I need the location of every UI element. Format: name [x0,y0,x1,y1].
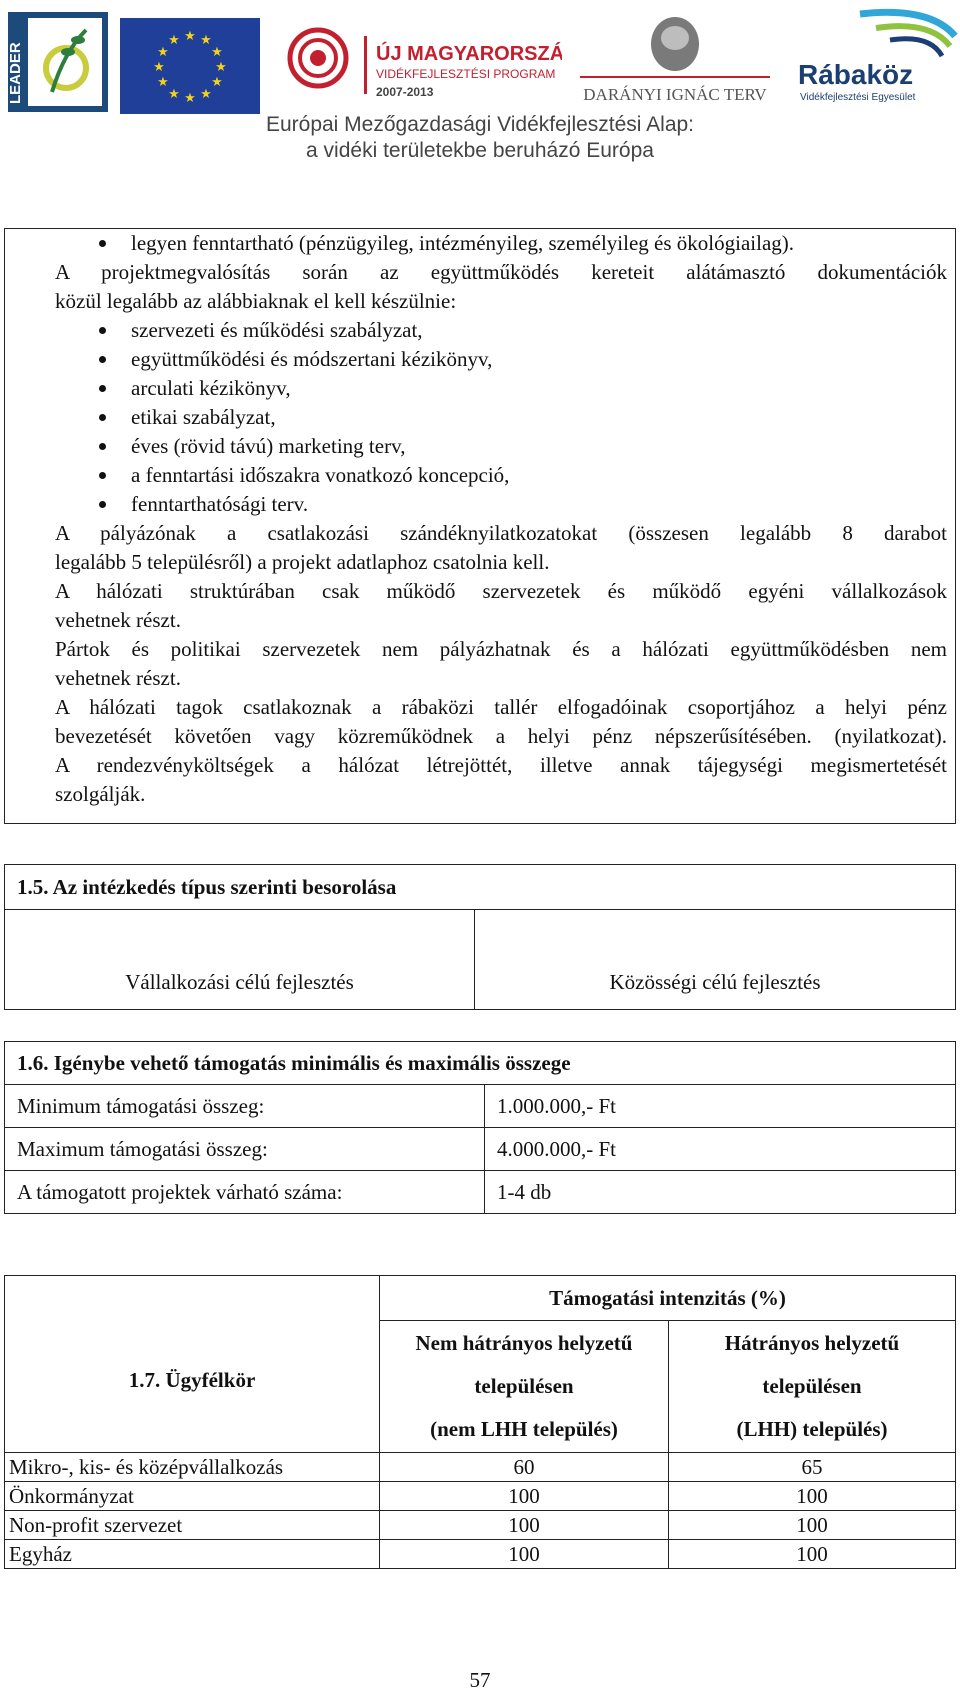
daranyi-ignac-terv-logo [580,14,770,104]
eu-flag [120,18,260,114]
rabakoz-name: Rábaköz [798,59,914,90]
svg-text:★: ★ [215,60,227,75]
eafrd-line1: Európai Mezőgazdasági Vidékfejlesztési Alap: [265,113,695,136]
umvp-line2: VIDÉKFEJLESZTÉSI PROGRAM [376,67,556,81]
text-box [4,228,956,824]
table-row [5,1540,956,1569]
umvp-years: 2007-2013 [376,85,434,99]
paragraph-parties: Pártok és politikai szervezetek nem pályázhatnak és a hálózati együttműködésben nem vehetnek részt. [55,637,947,690]
intensity-nonlhh: 100 [380,1482,669,1511]
section-title-1-6: 1.6. Igénybe vehető támogatás minimális és maximális összege [5,1042,956,1085]
svg-text:★: ★ [184,29,196,44]
rabakoz-sub: Vidékfejlesztési Egyesület [800,92,916,103]
intensity-lhh: 65 [669,1453,956,1482]
svg-text:★: ★ [200,33,212,48]
intensity-header: Támogatási intenzitás (%) [380,1276,956,1321]
paragraph-network-structure: A hálózati struktúrában csak működő szervezetek és működő egyéni vállalkozások vehetnek részt. [55,579,947,632]
intensity-lhh: 100 [669,1482,956,1511]
doc-list-item: éves (rövid távú) marketing terv, [131,432,405,461]
client-name: Mikro-, kis- és középvállalkozás [5,1453,380,1482]
row-label: Minimum támogatási összeg: [5,1085,485,1128]
client-name: Önkormányzat [5,1482,380,1511]
row-value: 1.000.000,- Ft [485,1085,956,1128]
section-title-1-5: 1.5. Az intézkedés típus szerinti besorolása [5,865,956,910]
table-row [5,1171,956,1214]
doc-list-item: fenntarthatósági terv. [131,490,308,519]
intensity-lhh: 100 [669,1540,956,1569]
client-name: Non-profit szervezet [5,1511,380,1540]
bullet-sustainability: legyen fenntartható (pénzügyileg, intézményileg, személyileg és ökológiailag). [131,229,794,258]
svg-text:★: ★ [168,33,180,48]
darany-text: DARÁNYI IGNÁC TERV [583,85,767,104]
table-row [5,1128,956,1171]
disadvantaged-header: Hátrányos helyzetű településen (LHH) település) [669,1321,956,1453]
svg-text:★: ★ [211,45,223,60]
doc-list-item: szervezeti és működési szabályzat, [131,316,423,345]
row-value: 1-4 db [485,1171,956,1214]
doc-list-item: a fenntartási időszakra vonatkozó koncepció, [131,461,509,490]
client-circle-table [4,1275,956,1569]
eafrd-line2: a vidéki területekbe beruházó Európa [306,139,654,162]
paragraph-local-currency: A hálózati tagok csatlakoznak a rábaközi tallér elfogadóinak csoportjához a helyi pénz bevezetését követően vagy közreműködnek a helyi pénz népszerűsítésében. (nyilatkozat). [55,695,947,748]
svg-text:★: ★ [157,45,169,60]
paragraph-event-costs: A rendezvényköltségek a hálózat létrejöttét, illetve annak tájegységi megismertetését szolgálják. [55,753,947,806]
paragraph-documents: A projektmegvalósítás során az együttműködés kereteit alátámasztó dokumentációk közül legalább az alábbiaknak el kell készülnie: [55,260,947,313]
intensity-nonlhh: 100 [380,1540,669,1569]
svg-text:★: ★ [153,60,165,75]
doc-list-item: etikai szabályzat, [131,403,276,432]
classification-table [4,864,956,1010]
intensity-nonlhh: 100 [380,1511,669,1540]
table-row [5,1511,956,1540]
row-value: 4.000.000,- Ft [485,1128,956,1171]
doc-list-item: arculati kézikönyv, [131,374,291,403]
intensity-lhh: 100 [669,1511,956,1540]
intensity-nonlhh: 60 [380,1453,669,1482]
doc-list-item: együttműködési és módszertani kézikönyv, [131,345,492,374]
row-label: A támogatott projektek várható száma: [5,1171,485,1214]
svg-text:★: ★ [184,91,196,106]
support-amount-table [4,1041,956,1214]
paragraph-declarations: A pályázónak a csatlakozási szándéknyilatkozatokat (összesen legalább 8 darabot legalább 5 településről) a projekt adatlaphoz csatolnia kell. [55,521,947,574]
eafrd-slogan [250,112,710,164]
table-row [5,1453,956,1482]
svg-text:★: ★ [200,87,212,102]
leader-logo [8,12,108,112]
community-development-cell: Közösségi célú fejlesztés [475,910,956,1010]
business-development-cell: Vállalkozási célú fejlesztés [5,910,475,1010]
client-name: Egyház [5,1540,380,1569]
client-circle-header: 1.7. Ügyfélkör [5,1276,380,1453]
leader-text: LEADER [8,42,24,104]
svg-text:★: ★ [211,75,223,90]
table-row [5,1482,956,1511]
table-row [5,1085,956,1128]
row-label: Maximum támogatási összeg: [5,1128,485,1171]
non-disadvantaged-header: Nem hátrányos helyzetű településen (nem LHH település) [380,1321,669,1453]
svg-text:★: ★ [157,75,169,90]
uj-magyarorszag-logo [282,18,562,108]
logo-bar [0,0,960,180]
umvp-line1: ÚJ MAGYARORSZÁG [376,43,562,65]
svg-text:★: ★ [168,87,180,102]
page-number: 57 [469,1668,491,1692]
rabakoz-logo [790,6,960,106]
